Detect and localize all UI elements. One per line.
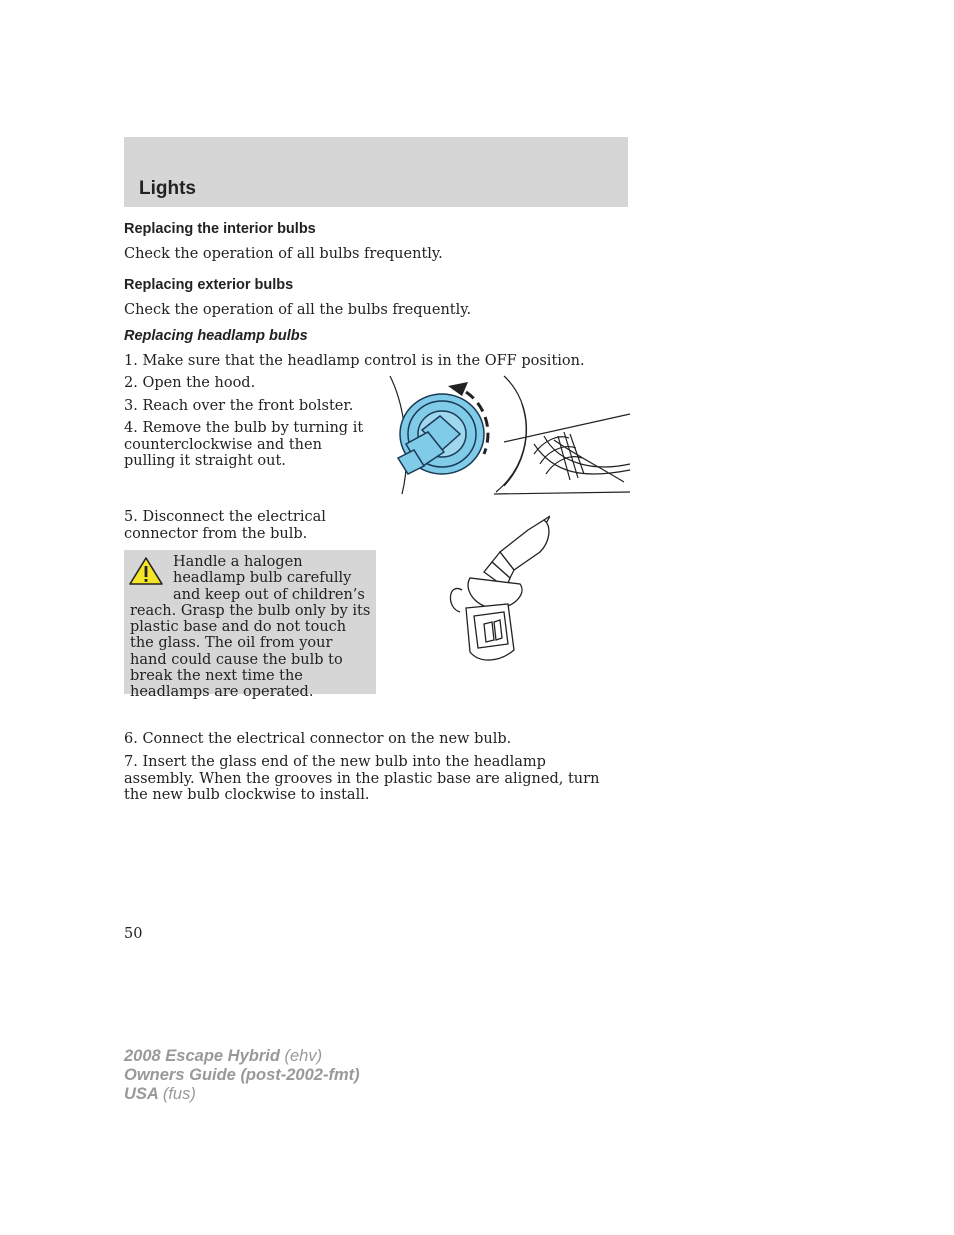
halogen-bulb-illustration [440, 512, 550, 668]
section-title: Lights [139, 178, 196, 199]
step-3: 3. Reach over the front bolster. [124, 398, 354, 414]
footer-line-2 [124, 1066, 360, 1085]
heading-headlamp-bulbs: Replacing headlamp bulbs [124, 328, 308, 344]
footer-market-code: (fus) [162, 1085, 196, 1103]
arrow-head-icon [448, 382, 468, 396]
step-6: 6. Connect the electrical connector on the new bulb. [124, 731, 512, 747]
footer-model-code: (ehv) [284, 1047, 323, 1065]
warning-text: Handle a halogen headlamp bulb carefully and keep out of children’s reach. Grasp the bulb only by its plastic base and do not touch the glass. The oil from your hand could cause the bulb to break the next time the headlamps are operated. [130, 554, 371, 701]
page-number: 50 [124, 926, 143, 942]
footer-line-1 [124, 1047, 322, 1066]
footer-line-3 [124, 1085, 196, 1104]
step-7: 7. Insert the glass end of the new bulb into the headlamp assembly. When the grooves in the plastic base are aligned, turn the new bulb clockwise to install. [124, 754, 600, 803]
para-exterior-bulbs: Check the operation of all the bulbs frequently. [124, 302, 472, 318]
para-interior-bulbs: Check the operation of all bulbs frequently. [124, 246, 443, 262]
headlamp-removal-illustration [384, 374, 632, 496]
footer-guide: Owners Guide (post-2002-fmt) [124, 1066, 360, 1084]
footer-model: 2008 Escape Hybrid [124, 1047, 280, 1065]
step-5: 5. Disconnect the electrical connector from the bulb. [124, 509, 326, 542]
footer-market: USA [124, 1085, 159, 1103]
step-4: 4. Remove the bulb by turning it counterclockwise and then pulling it straight out. [124, 420, 364, 469]
heading-exterior-bulbs: Replacing exterior bulbs [124, 277, 294, 293]
heading-interior-bulbs: Replacing the interior bulbs [124, 221, 316, 237]
warning-text-container [130, 554, 372, 701]
section-header-bar [124, 137, 628, 207]
step-2: 2. Open the hood. [124, 375, 256, 391]
step-1: 1. Make sure that the headlamp control is in the OFF position. [124, 353, 585, 369]
